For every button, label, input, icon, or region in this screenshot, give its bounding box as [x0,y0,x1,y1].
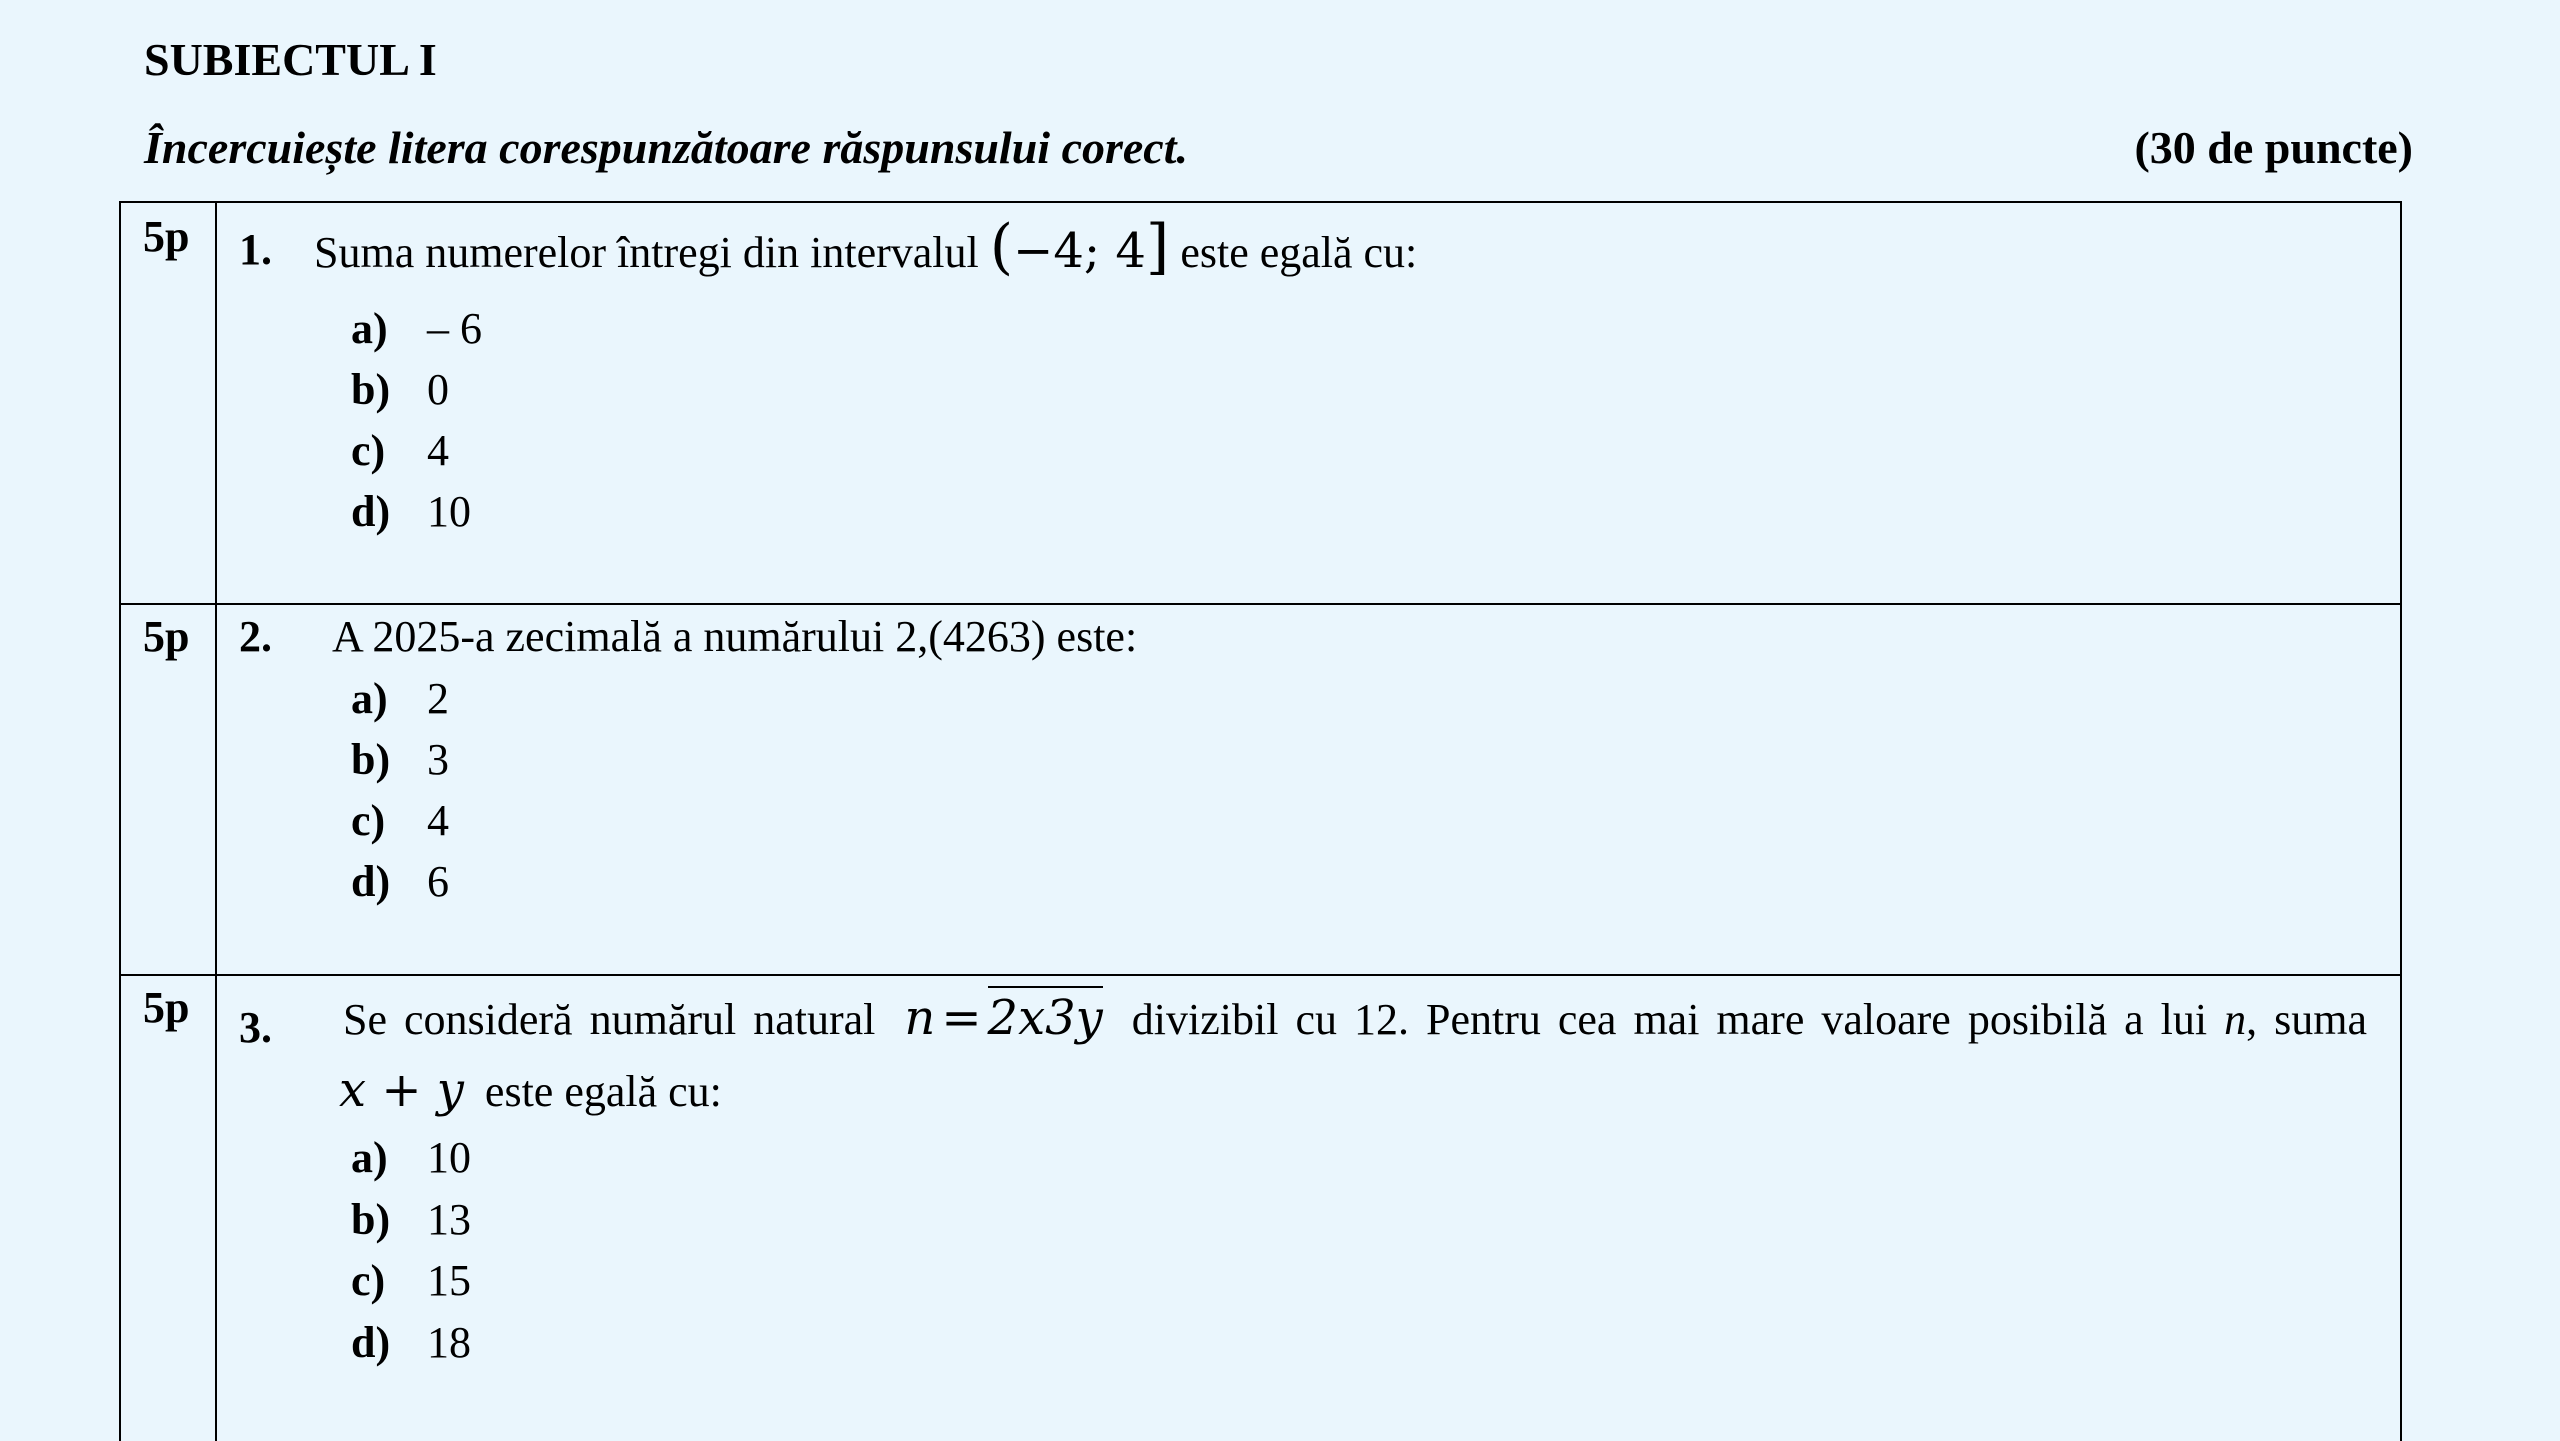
option-value: – 6 [427,304,482,353]
option-d[interactable] [351,487,471,536]
question-number: 3. [239,1003,272,1052]
equals-sign: = [941,990,982,1046]
instruction-row [144,118,2413,178]
sum-expression: x + y [339,1062,464,1118]
question-text-middle: divizibil cu 12. Pentru cea mai mare valoare posibilă a lui [1131,995,2208,1044]
option-letter: c) [351,796,386,845]
option-a[interactable] [351,304,482,353]
option-letter: c) [351,426,386,475]
question-text-end: , suma [2246,995,2368,1044]
option-letter: d) [351,487,391,536]
option-letter: d) [351,1318,391,1367]
option-value: 10 [427,1133,471,1182]
question-text [314,212,1418,282]
option-c[interactable] [351,426,449,475]
option-value: 4 [427,796,449,845]
option-d[interactable] [351,1318,471,1367]
question-number: 1. [239,225,272,274]
question-text: A 2025-a zecimală a numărului 2,(4263) este: [332,612,1138,661]
question-number: 2. [239,612,272,661]
option-letter: a) [351,674,388,723]
page-title: SUBIECTUL I [144,34,437,85]
questions-table [119,201,2402,1441]
option-b[interactable] [351,365,449,414]
interval-close-bracket: ] [1145,212,1170,282]
question-text-line-1 [343,990,2368,1046]
option-a[interactable] [351,1133,471,1182]
question-text-end: este egală cu: [1180,228,1418,277]
question-points: 5p [143,212,190,261]
number-digits-overlined: 2x3y [988,986,1103,1046]
interval-bounds: −4; 4 [1013,223,1146,279]
option-value: 0 [427,365,449,414]
option-b[interactable] [351,1195,471,1244]
row-divider [121,974,2400,976]
interval-open-bracket: ( [989,212,1014,282]
option-letter: b) [351,365,391,414]
question-text-start: Suma numerelor întregi din intervalul [314,228,979,277]
option-letter: b) [351,735,391,784]
option-d[interactable] [351,857,449,906]
option-value: 6 [427,857,449,906]
question-points: 5p [143,983,190,1032]
question-text-line-2 [339,1062,722,1118]
points-total: (30 de puncte) [2134,122,2413,173]
option-b[interactable] [351,735,449,784]
option-letter: c) [351,1256,386,1305]
option-letter: b) [351,1195,391,1244]
instruction-text: Încercuiește litera corespunzătoare răspunsului corect. [144,122,1189,173]
option-letter: a) [351,1133,388,1182]
question-text-tail: este egală cu: [484,1067,722,1116]
option-value: 13 [427,1195,471,1244]
question-text-start: Se consideră numărul natural [343,995,876,1044]
row-divider [121,603,2400,605]
option-value: 10 [427,487,471,536]
question-points: 5p [143,612,190,661]
option-value: 4 [427,426,449,475]
option-value: 3 [427,735,449,784]
option-c[interactable] [351,1256,471,1305]
option-value: 18 [427,1318,471,1367]
option-a[interactable] [351,674,449,723]
option-letter: d) [351,857,391,906]
option-value: 15 [427,1256,471,1305]
number-variable: n [904,990,936,1046]
option-c[interactable] [351,796,449,845]
option-value: 2 [427,674,449,723]
question-variable: n [2224,995,2247,1044]
option-letter: a) [351,304,388,353]
